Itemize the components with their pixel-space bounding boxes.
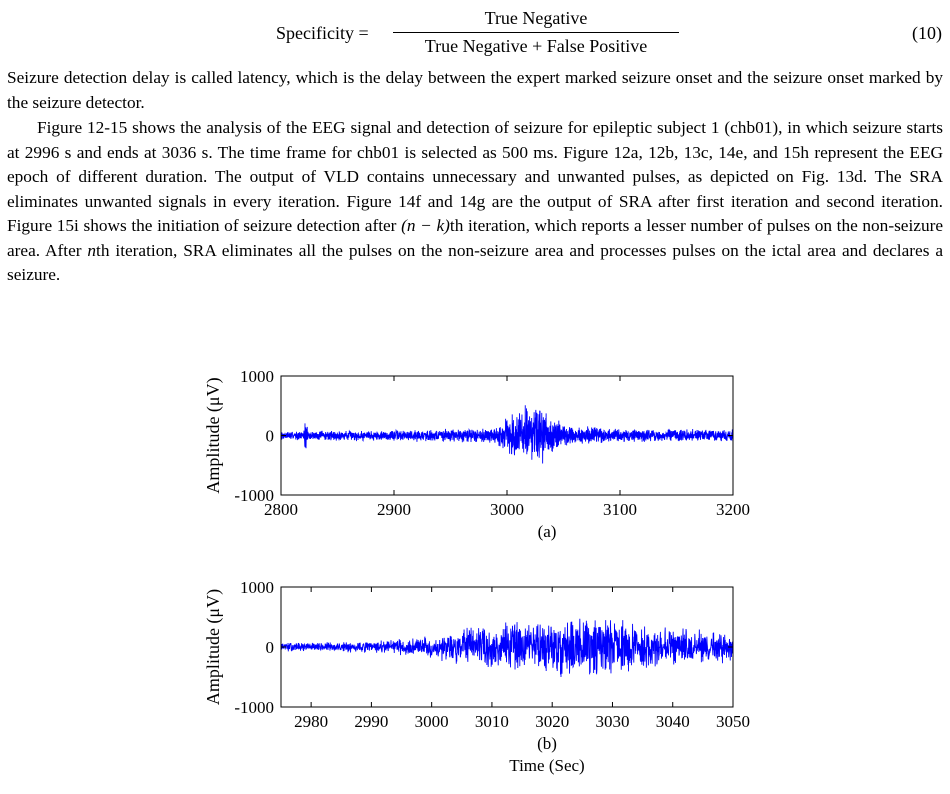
math-n: n xyxy=(87,240,97,260)
math-n-minus-k: (n − k) xyxy=(401,216,450,235)
x-tick-label: 2900 xyxy=(377,500,411,519)
equation-lhs: Specificity = xyxy=(276,23,369,43)
x-tick-label: 3050 xyxy=(716,712,750,731)
x-axis-label: Time (Sec) xyxy=(509,756,585,775)
analysis-text-part-3: th iteration, SRA eliminates all the pulses on the non-seizure area and processes pulses on the ictal area and declares a seizure. xyxy=(7,240,943,284)
y-tick-label: 1000 xyxy=(240,578,274,597)
chart-b xyxy=(203,578,750,775)
y-tick-label: -1000 xyxy=(234,698,274,717)
x-tick-label: 3000 xyxy=(490,500,524,519)
y-tick-label: 0 xyxy=(265,638,274,657)
subcaption: (a) xyxy=(537,522,557,541)
equation-fraction xyxy=(393,8,679,57)
eeg-signal-line xyxy=(281,619,733,677)
eeg-figure xyxy=(0,360,950,789)
eeg-figure-svg xyxy=(0,360,950,789)
x-tick-label: 3020 xyxy=(535,712,570,731)
equation-number: (10) xyxy=(912,23,942,43)
analysis-paragraph xyxy=(7,116,943,288)
y-tick-label: 0 xyxy=(265,426,274,446)
x-tick-label: 2980 xyxy=(294,712,329,731)
x-tick-label: 2990 xyxy=(354,712,389,731)
equation-numerator: True Negative xyxy=(484,8,588,28)
analysis-text-part-2: th iteration, which reports a lesser number of pulses on the non-seizure area. After xyxy=(7,216,944,260)
y-axis-label: Amplitude (μV) xyxy=(203,377,223,494)
latency-paragraph: Seizure detection delay is called latency, which is the delay between the expert marked seizure onset and the seizure onset marked by the seizure detector. xyxy=(7,68,943,112)
x-tick-label: 3100 xyxy=(603,500,637,519)
x-tick-label: 3040 xyxy=(655,712,690,731)
x-tick-label: 3030 xyxy=(595,712,630,731)
eeg-signal-line xyxy=(281,405,733,463)
specificity-equation xyxy=(0,4,950,60)
x-tick-label: 3000 xyxy=(414,712,449,731)
chart-a xyxy=(203,367,750,541)
x-tick-label: 3010 xyxy=(474,712,509,731)
x-tick-label: 3200 xyxy=(716,500,750,519)
y-tick-label: 1000 xyxy=(240,367,274,386)
y-tick-label: -1000 xyxy=(234,486,274,505)
x-tick-label: 2800 xyxy=(264,500,298,519)
y-axis-label: Amplitude (μV) xyxy=(203,588,223,706)
analysis-text-part-1: Figure 12-15 shows the analysis of the EEG signal and detection of seizure for epileptic subject 1 (chb01), in which seizure starts at 2996 s and ends at 3036 s. The time frame for chb01 is selected as 500 ms. Figure 12a, 12b, 13c, 14e, and 15h represent the EEG epoch of different duration. The output of VLD contains unnecessary and unwanted pulses, as depicted on Fig. 13d. The SRA eliminates unwanted signals in every iteration. Figure 14f and 14g are the output of SRA after first iteration and second iteration. Figure 15i shows the initiation of seizure detection after xyxy=(7,118,943,235)
equation-denominator: True Negative + False Positive xyxy=(424,36,648,56)
subcaption: (b) xyxy=(537,734,557,753)
